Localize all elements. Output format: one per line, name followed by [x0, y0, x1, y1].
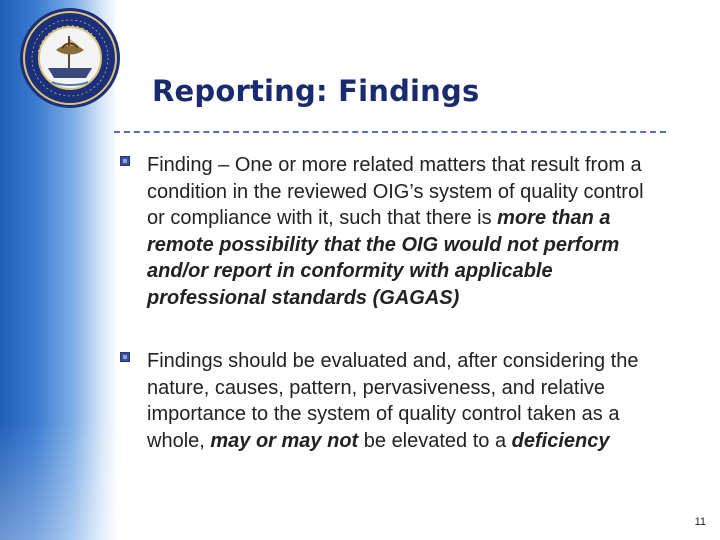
- band-fade: [0, 420, 118, 540]
- bullet-text-regular: Findings should be evaluated and, after considering the nature, causes, pattern, pervasiveness, and relative importance to the system of quality control taken as a whole,: [147, 350, 639, 452]
- title-divider: [114, 131, 666, 133]
- bullet-finding-definition: [120, 152, 660, 311]
- square-bullet-icon: [120, 156, 130, 166]
- svg-text:· · · · · · · · · · · · · · ·: · · · · · · · · · · · · · · ·: [34, 21, 99, 53]
- bullet-text-emphasis: may or may not: [210, 429, 359, 452]
- bullet-text-emphasis: deficiency: [511, 429, 610, 452]
- bullet-text-emphasis: more than a remote possibility that the OIG would not perform and/or report in conformity with applicable professional standards (GAGAS): [147, 207, 620, 309]
- slide-title: Reporting: Findings: [152, 74, 480, 108]
- bullet-text-regular: Finding – One or more related matters that result from a condition in the reviewed OIG’s system of quality control or compliance with it, such that there is: [147, 154, 644, 229]
- bullet-findings-evaluation: [120, 348, 660, 454]
- bullet-text: [147, 152, 660, 311]
- square-bullet-icon: [120, 352, 130, 362]
- page-number: 11: [694, 516, 706, 528]
- navy-seal-logo: [18, 6, 122, 110]
- bullet-text-regular: be elevated to a: [358, 429, 512, 452]
- bullet-text: [147, 348, 660, 454]
